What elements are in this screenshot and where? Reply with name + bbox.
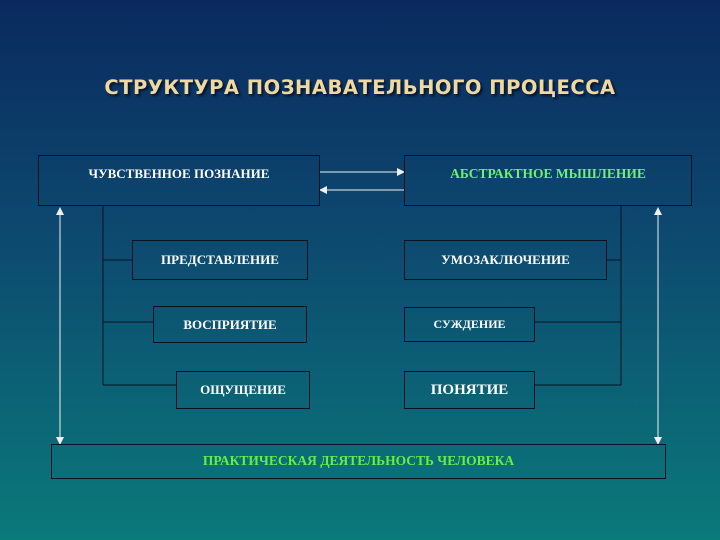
inference-box bbox=[404, 240, 607, 280]
sensation-box bbox=[176, 371, 310, 409]
abstract-thinking-box bbox=[404, 155, 692, 206]
practical-activity-box bbox=[51, 444, 666, 479]
perception-box bbox=[153, 306, 307, 343]
representation-label: ПРЕДСТАВЛЕНИЕ bbox=[161, 252, 279, 267]
representation-box bbox=[132, 240, 308, 280]
page-title: СТРУКТУРА ПОЗНАВАТЕЛЬНОГО ПРОЦЕССА bbox=[104, 76, 616, 99]
abstract-thinking-label: АБСТРАКТНОЕ МЫШЛЕНИЕ bbox=[450, 166, 646, 181]
inference-label: УМОЗАКЛЮЧЕНИЕ bbox=[441, 252, 570, 267]
concept-label: ПОНЯТИЕ bbox=[430, 381, 509, 398]
concept-box bbox=[404, 371, 535, 409]
sensory-cognition-box bbox=[38, 155, 320, 206]
judgment-label: СУЖДЕНИЕ bbox=[433, 317, 506, 331]
perception-label: ВОСПРИЯТИЕ bbox=[183, 316, 277, 332]
judgment-box bbox=[404, 307, 535, 342]
sensation-label: ОЩУЩЕНИЕ bbox=[200, 382, 286, 397]
sensory-cognition-label: ЧУВСТВЕННОЕ ПОЗНАНИЕ bbox=[88, 166, 270, 181]
practical-activity-label: ПРАКТИЧЕСКАЯ ДЕЯТЕЛЬНОСТЬ ЧЕЛОВЕКА bbox=[202, 453, 515, 468]
